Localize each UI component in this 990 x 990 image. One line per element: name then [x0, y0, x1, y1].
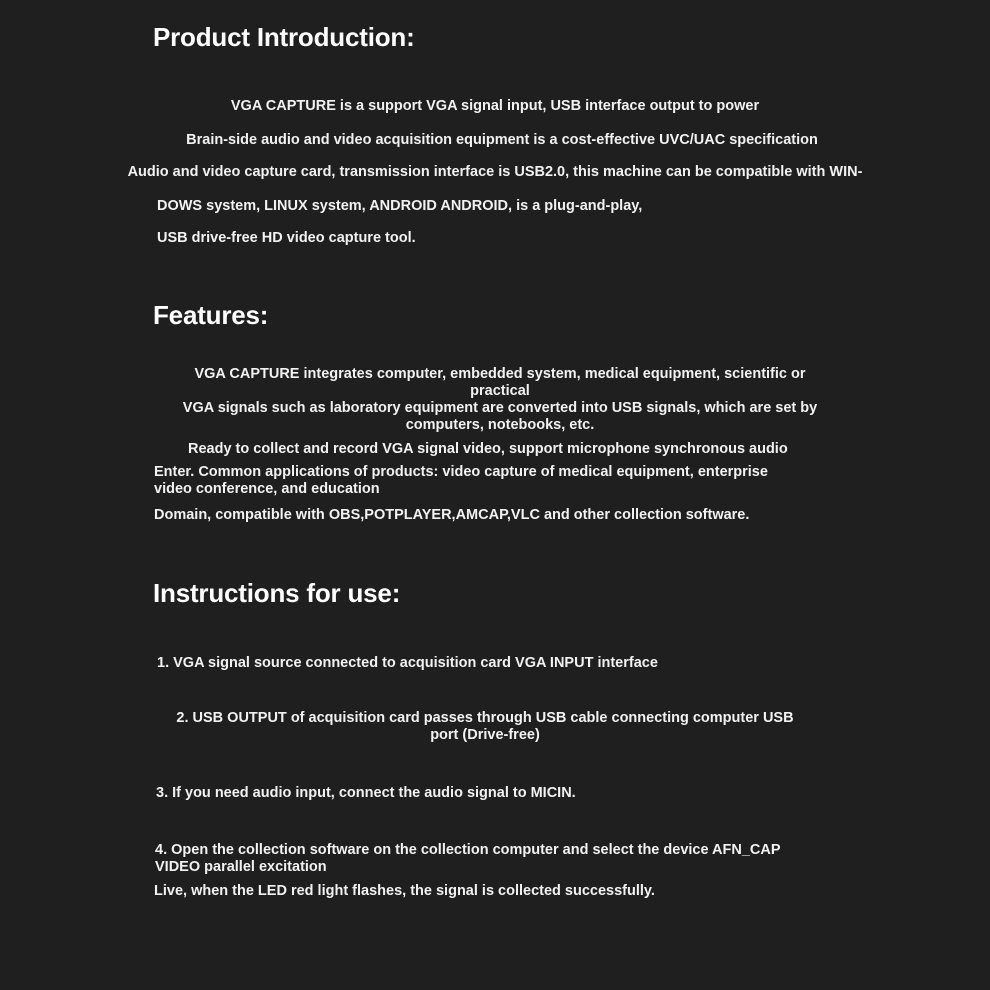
- instruction-step-1: 1. VGA signal source connected to acquisition card VGA INPUT interface: [157, 655, 658, 671]
- instructions-heading: Instructions for use:: [153, 578, 401, 608]
- intro-line-1: VGA CAPTURE is a support VGA signal input, USB interface output to power: [230, 98, 760, 114]
- instruction-step-3: 3. If you need audio input, connect the audio signal to MICIN.: [156, 785, 576, 801]
- features-paragraph-5: Domain, compatible with OBS,POTPLAYER,AMCAP,VLC and other collection software.: [154, 507, 750, 523]
- features-paragraph-4: Enter. Common applications of products: video capture of medical equipment, enterprise video conference, and education: [154, 464, 768, 497]
- instruction-step-4-continued: Live, when the LED red light flashes, the signal is collected successfully.: [154, 883, 655, 899]
- intro-line-5: USB drive-free HD video capture tool.: [157, 230, 416, 246]
- instruction-step-4: 4. Open the collection software on the collection computer and select the device AFN_CAP VIDEO parallel excitation: [155, 842, 781, 875]
- instruction-step-2: 2. USB OUTPUT of acquisition card passes through USB cable connecting computer USB port (Drive-free): [176, 710, 794, 743]
- features-paragraph-2: VGA signals such as laboratory equipment are converted into USB signals, which are set by computers, notebooks, etc.: [182, 400, 818, 433]
- features-heading: Features:: [153, 300, 269, 330]
- product-intro-heading: Product Introduction:: [153, 22, 415, 52]
- intro-line-4: DOWS system, LINUX system, ANDROID ANDROID, is a plug-and-play,: [157, 198, 643, 214]
- features-paragraph-1: VGA CAPTURE integrates computer, embedded system, medical equipment, scientific or practical: [194, 366, 806, 399]
- intro-line-2: Brain-side audio and video acquisition equipment is a cost-effective UVC/UAC specification: [186, 132, 818, 148]
- intro-line-3: Audio and video capture card, transmission interface is USB2.0, this machine can be compatible with WIN-: [127, 164, 863, 180]
- features-paragraph-3: Ready to collect and record VGA signal video, support microphone synchronous audio: [188, 441, 788, 457]
